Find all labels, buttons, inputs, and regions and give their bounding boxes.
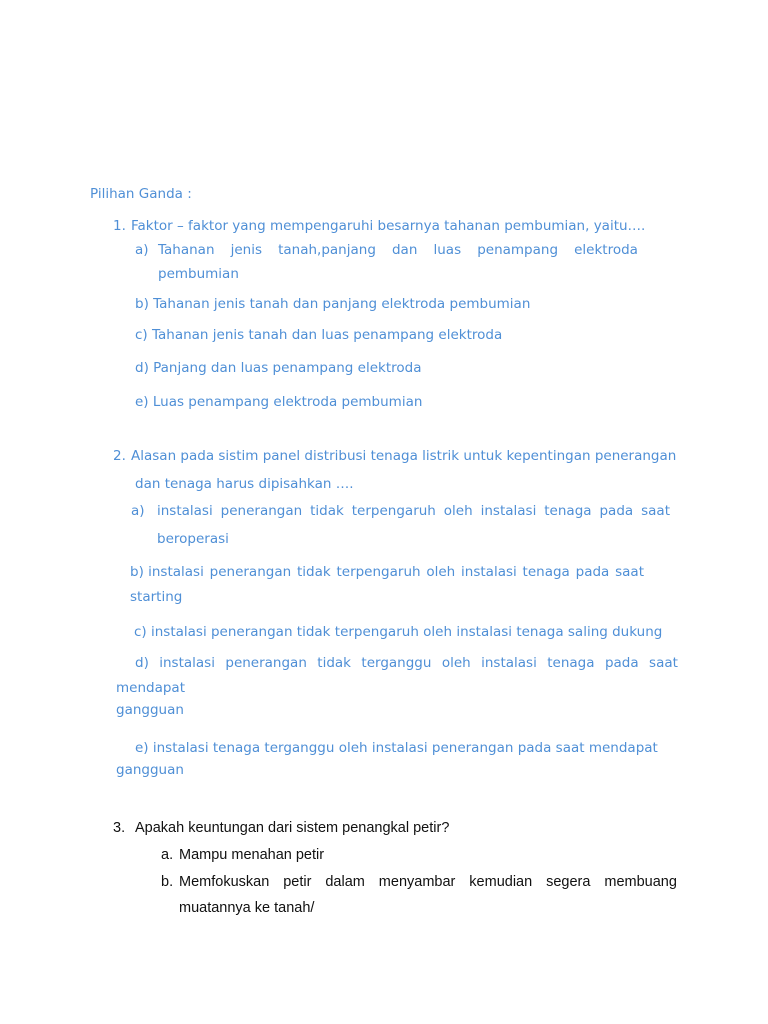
option-a: Mampu menahan petir [179, 847, 325, 863]
word: saat [615, 564, 644, 580]
word: terganggu [361, 655, 432, 671]
word: tanah,panjang [278, 242, 376, 258]
word: tidak [317, 655, 352, 671]
word: oleh [441, 655, 471, 671]
word: instalasi [480, 503, 537, 519]
word: oleh [426, 564, 456, 580]
word: terpengaruh [336, 564, 421, 580]
option-b-continuation: starting [130, 589, 183, 605]
question-number: 3. [113, 820, 126, 836]
word: membuang [604, 874, 677, 890]
word: tenaga [544, 503, 592, 519]
question-text: Faktor – faktor yang mempengaruhi besarnya tahanan pembumian, yaitu…. [131, 218, 646, 234]
word: d) [135, 655, 149, 671]
option-label: a. [161, 847, 174, 863]
question-text: Alasan pada sistim panel distribusi tenaga listrik untuk kepentingan penerangan [131, 448, 677, 464]
word: penerangan [220, 503, 303, 519]
word: b) instalasi [130, 564, 204, 580]
option-c: c) instalasi penerangan tidak terpengaruh oleh instalasi tenaga saling dukung [134, 624, 663, 640]
word: oleh [443, 503, 473, 519]
word: dalam [325, 874, 365, 890]
option-label: a) [135, 242, 149, 258]
word: saat [641, 503, 670, 519]
word: tenaga [547, 655, 595, 671]
option-e-continuation: gangguan [116, 762, 184, 778]
word: instalasi [157, 503, 213, 519]
option-b-text [130, 564, 644, 580]
section-heading: Pilihan Ganda : [90, 186, 192, 202]
word: dan [391, 242, 418, 258]
question-number: 2. [113, 448, 126, 464]
word: kemudian [469, 874, 533, 890]
word: instalasi [461, 564, 517, 580]
word: luas [433, 242, 462, 258]
word: segera [546, 874, 591, 890]
word: elektroda [574, 242, 638, 258]
word: tidak [296, 564, 331, 580]
option-b-text [179, 874, 677, 890]
word: petir [283, 874, 312, 890]
word: terpengaruh [351, 503, 436, 519]
option-c: c) Tahanan jenis tanah dan luas penampang elektroda [135, 327, 503, 343]
word: Memfokuskan [179, 874, 270, 890]
word: pada [575, 564, 610, 580]
word: penerangan [209, 564, 292, 580]
option-d-text [135, 655, 678, 671]
word: jenis [230, 242, 262, 258]
word: Tahanan [158, 242, 215, 258]
option-b: b) Tahanan jenis tanah dan panjang elektroda pembumian [135, 296, 531, 312]
question-number: 1. [113, 218, 126, 234]
option-d-continuation: gangguan [116, 702, 184, 718]
word: instalasi [481, 655, 537, 671]
option-a-text [157, 503, 670, 519]
question-text: Apakah keuntungan dari sistem penangkal petir? [135, 820, 450, 836]
option-a-continuation: pembumian [158, 266, 239, 282]
option-a-continuation: beroperasi [157, 531, 229, 547]
word: pada [599, 503, 634, 519]
word: menyambar [378, 874, 456, 890]
word: instalasi [159, 655, 215, 671]
option-label: a) [131, 503, 145, 519]
word: saat [649, 655, 678, 671]
option-a-text [158, 242, 638, 258]
option-e: e) Luas penampang elektroda pembumian [135, 394, 423, 410]
word: tidak [310, 503, 344, 519]
word: pada [604, 655, 639, 671]
option-d: d) Panjang dan luas penampang elektroda [135, 360, 422, 376]
word: penampang [477, 242, 559, 258]
question-text-continuation: dan tenaga harus dipisahkan …. [135, 476, 354, 492]
option-e: e) instalasi tenaga terganggu oleh instalasi penerangan pada saat mendapat [135, 740, 658, 756]
word: penerangan [225, 655, 307, 671]
option-d-continuation: mendapat [116, 680, 185, 696]
word: tenaga [522, 564, 570, 580]
option-label: b. [161, 874, 174, 890]
option-b-continuation: muatannya ke tanah/ [179, 900, 315, 916]
